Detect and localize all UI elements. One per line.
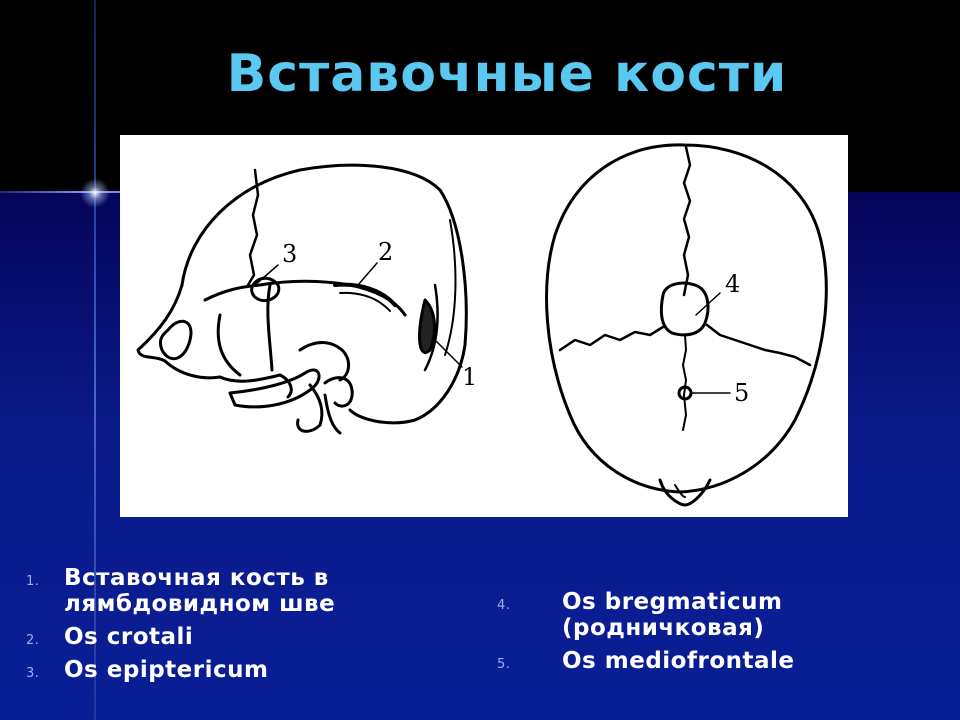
list-item bbox=[497, 648, 917, 674]
skull-drawings bbox=[120, 135, 848, 517]
list-item-text: Os mediofrontale bbox=[562, 648, 795, 674]
figure-label-5: 5 bbox=[734, 379, 750, 407]
figure-label-4: 4 bbox=[725, 270, 741, 298]
list-item-number: 2. bbox=[26, 633, 40, 648]
figure-label-1: 1 bbox=[462, 363, 478, 391]
lateral-skull-drawing bbox=[138, 165, 466, 433]
superior-skull-drawing bbox=[547, 145, 827, 505]
bones-list-right bbox=[497, 589, 917, 681]
list-item-number: 3. bbox=[26, 666, 40, 681]
list-item bbox=[26, 565, 426, 617]
list-item-text: Os crotali bbox=[64, 624, 194, 650]
list-item bbox=[26, 657, 426, 683]
list-item-text: Вставочная кость в лямбдовидном шве bbox=[64, 565, 336, 617]
skull-illustration bbox=[120, 135, 848, 517]
list-item-number: 1. bbox=[26, 574, 40, 589]
list-item bbox=[497, 589, 917, 641]
list-item-number: 4. bbox=[497, 598, 511, 613]
figure-label-2: 2 bbox=[378, 238, 394, 266]
list-item-text: Os epiptericum bbox=[64, 657, 269, 683]
bones-list-left bbox=[26, 565, 426, 690]
figure-label-3: 3 bbox=[282, 240, 298, 268]
list-item bbox=[26, 624, 426, 650]
decorative-light-flare bbox=[80, 178, 110, 208]
slide-title: Вставочные кости bbox=[226, 44, 788, 104]
list-item-number: 5. bbox=[497, 657, 511, 672]
figure-labels bbox=[282, 238, 749, 407]
list-item-text: Os bregmaticum (родничковая) bbox=[562, 589, 783, 641]
